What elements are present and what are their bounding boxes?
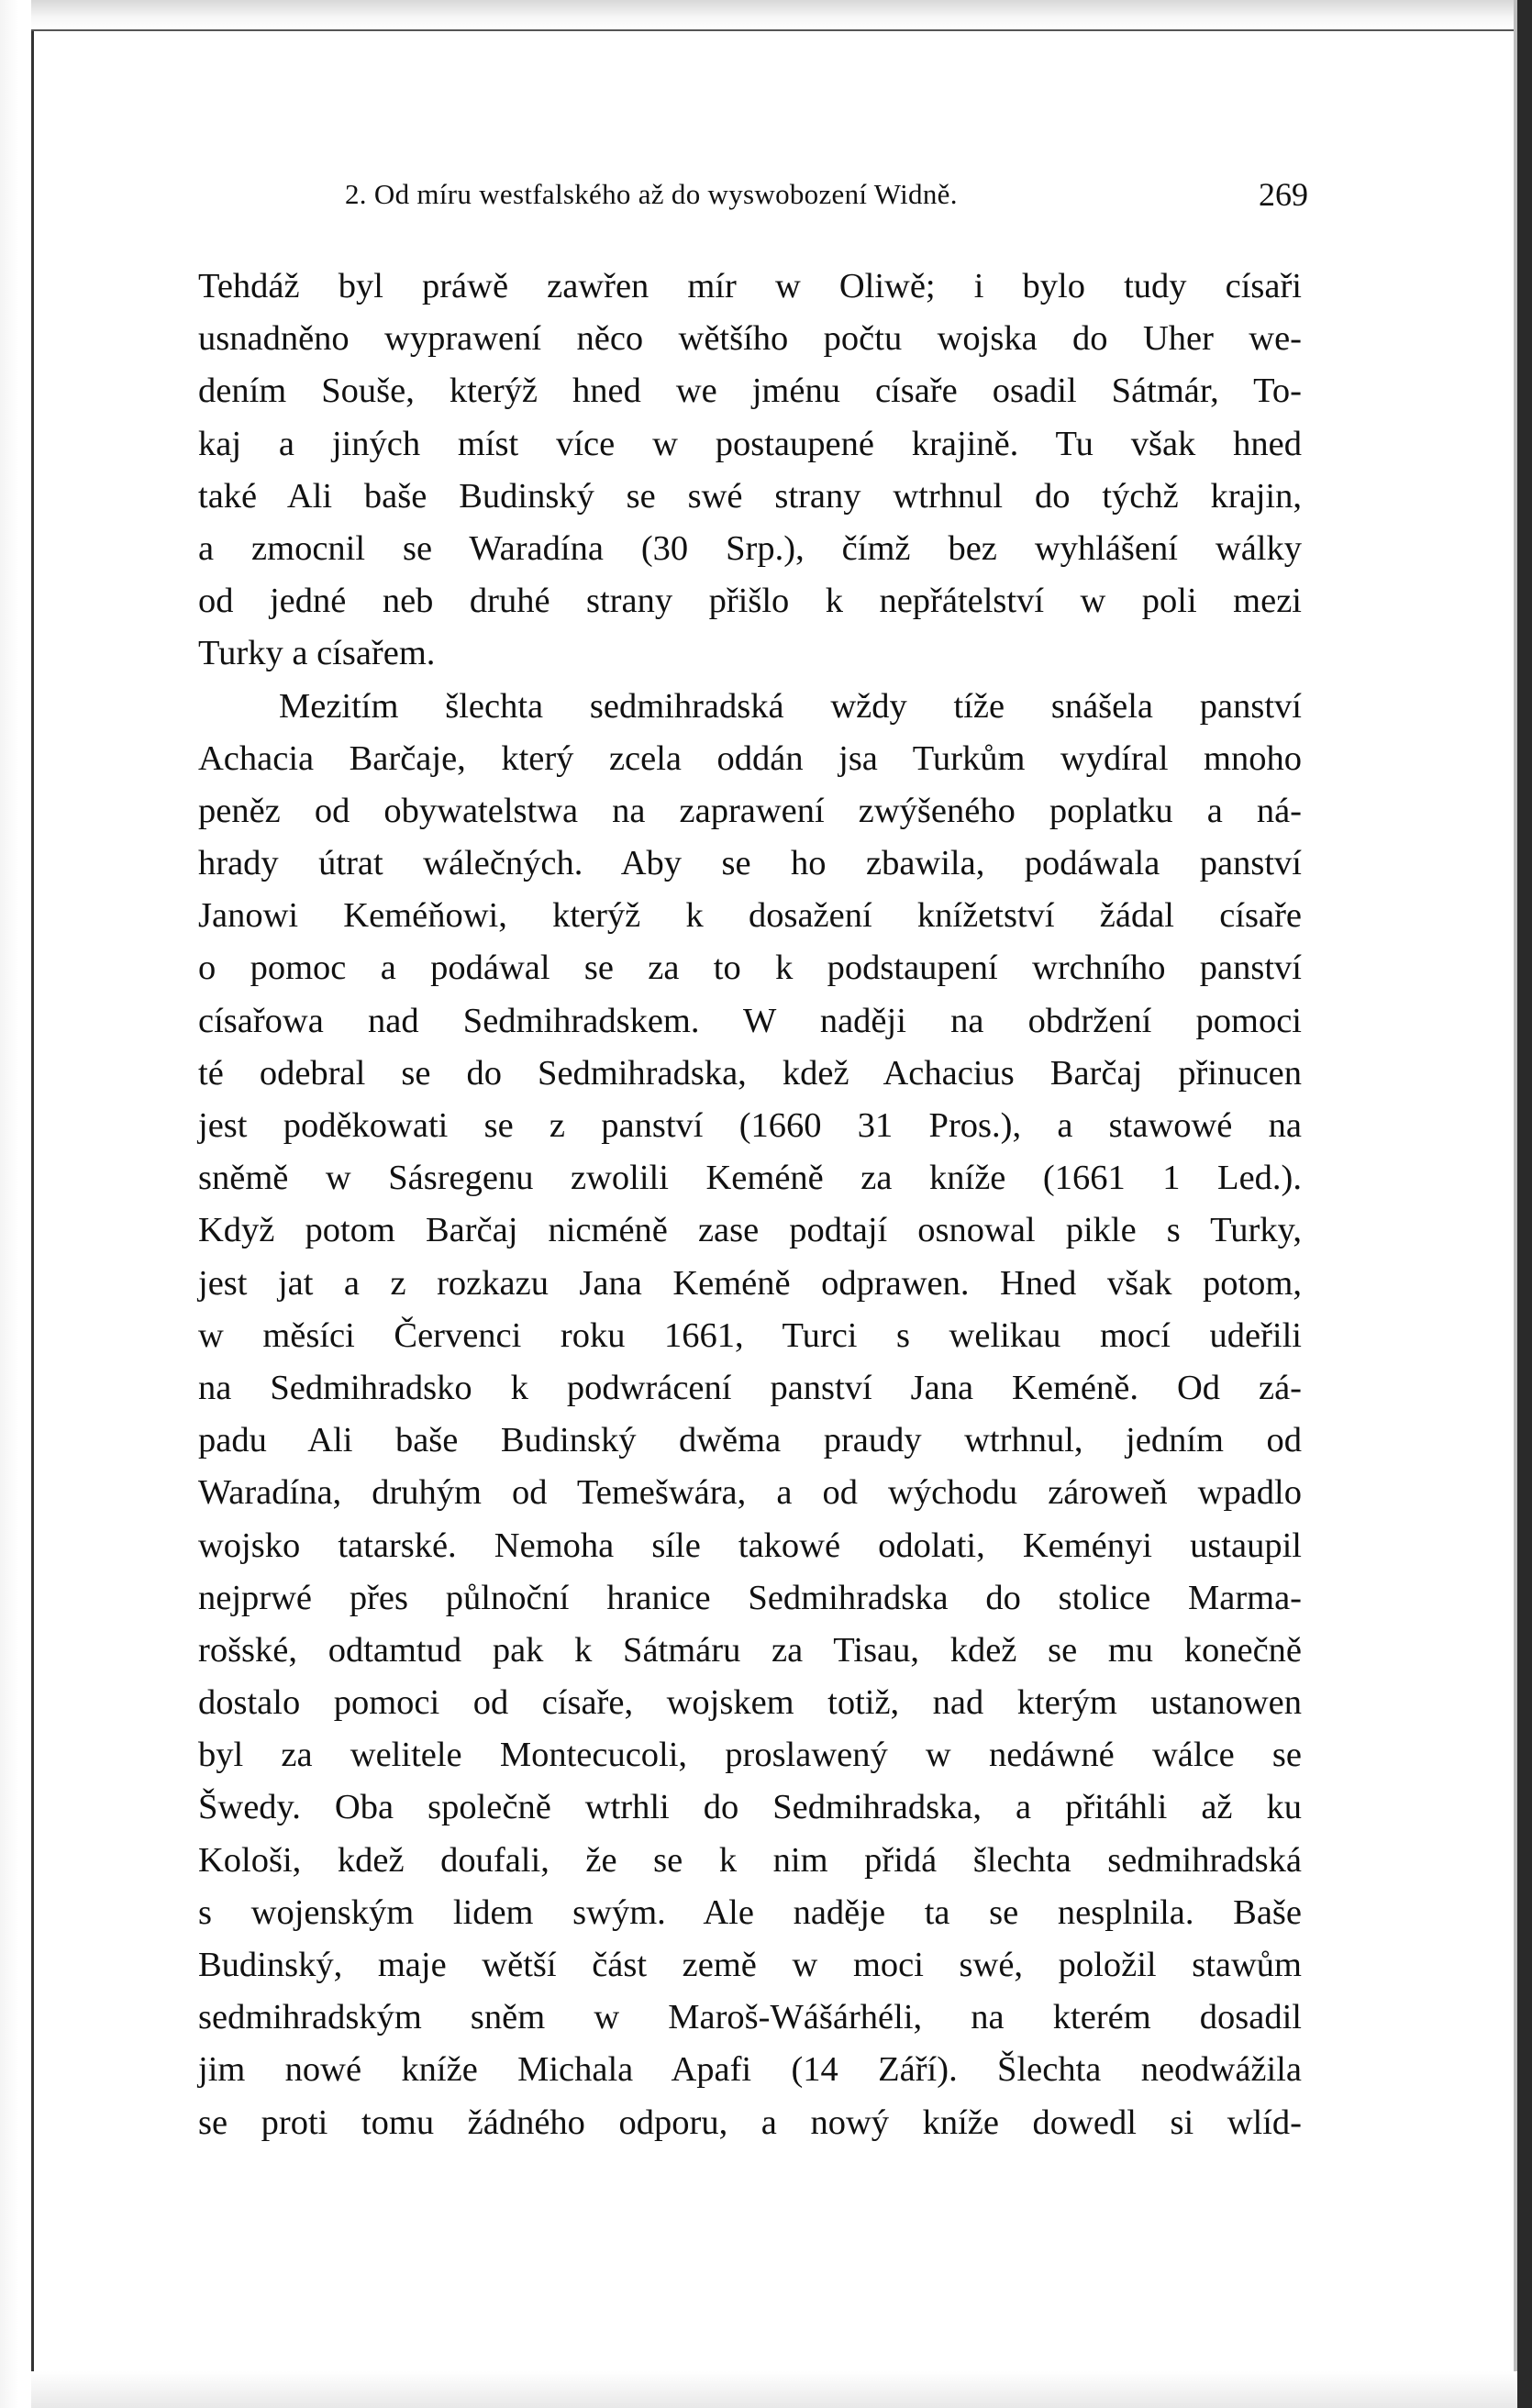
text-line: a zmocnil se Waradína (30 Srp.), čímž bez wyhlášení wálky xyxy=(198,528,1302,568)
running-header xyxy=(345,172,1308,216)
scan-left-margin xyxy=(0,0,34,2408)
text-line: usnadněno wyprawení něco wětšího počtu wojska do Uher we- xyxy=(198,319,1302,359)
text-line: peněz od obywatelstwa na zaprawení zwýšeného poplatku a ná- xyxy=(198,791,1302,830)
text-line: padu Ali baše Budinský dwěma praudy wtrhnul, jedním od xyxy=(198,1421,1302,1460)
body-text xyxy=(198,261,1302,2149)
text-line: hrady útrat wálečných. Aby se ho zbawila, podáwala panství xyxy=(198,844,1302,883)
text-line: Kološi, kdež doufali, že se k nim přidá šlechta sedmihradská xyxy=(198,1840,1302,1880)
text-line: od jedné neb druhé strany přišlo k nepřátelství w poli mezi xyxy=(198,582,1302,621)
text-line: Turky a císařem. xyxy=(198,634,436,673)
text-line: Janowi Keméňowi, kterýž k dosažení knížetství žádal císaře xyxy=(198,896,1302,936)
text-line: w měsíci Červenci roku 1661, Turci s welikau mocí udeřili xyxy=(198,1315,1302,1355)
text-line: nejprwé přes půlnoční hranice Sedmihradska do stolice Marma- xyxy=(198,1578,1302,1617)
scan-top-margin xyxy=(31,0,1517,31)
text-line: té odebral se do Sedmihradska, kdež Achacius Barčaj přinucen xyxy=(198,1053,1302,1093)
running-title: 2. Od míru westfalského až do wyswobození Widně. xyxy=(345,178,958,210)
text-line: kaj a jiných míst více w postaupené krajině. Tu však hned xyxy=(198,424,1302,463)
text-line: také Ali baše Budinský se swé strany wtrhnul do týchž krajin, xyxy=(198,476,1302,516)
text-line: sněmě w Sásregenu zwolili Keméně za kníže (1661 1 Led.). xyxy=(198,1159,1302,1198)
text-line: Achacia Barčaje, který zcela oddán jsa Turkům wydíral mnoho xyxy=(198,738,1302,778)
text-line: Mezitím šlechta sedmihradská wždy tíže snášela panství xyxy=(279,686,1302,726)
text-line: dostalo pomoci od císaře, wojskem totiž, nad kterým ustanowen xyxy=(198,1683,1302,1723)
text-line: Když potom Barčaj nicméně zase podtají osnowal pikle s Turky, xyxy=(198,1211,1302,1250)
text-line: wojsko tatarské. Nemoha síle takowé odolati, Keményi ustaupil xyxy=(198,1526,1302,1565)
text-line: císařowa nad Sedmihradskem. W naději na obdržení pomoci xyxy=(198,1001,1302,1040)
text-line: byl za welitele Montecucoli, proslawený w nedáwné wálce se xyxy=(198,1736,1302,1775)
text-line: jim nowé kníže Michala Apafi (14 Září). Šlechta neodwážila xyxy=(198,2050,1302,2090)
text-line: jest poděkowati se z panství (1660 31 Pros.), a stawowé na xyxy=(198,1106,1302,1145)
text-line: sedmihradským sněm w Maroš-Wášárhéli, na kterém dosadil xyxy=(198,1998,1302,2037)
text-line: s wojenským lidem swým. Ale naděje ta se nesplnila. Baše xyxy=(198,1892,1302,1932)
text-line: se proti tomu žádného odporu, a nowý kníže dowedl si wlíd- xyxy=(198,2103,1302,2142)
text-line: o pomoc a podáwal se za to k podstaupení wrchního panství xyxy=(198,949,1302,988)
text-line: dením Souše, kterýž hned we jménu císaře osadil Sátmár, To- xyxy=(198,372,1302,411)
text-line: Šwedy. Oba společně wtrhli do Sedmihradska, a přitáhli až ku xyxy=(198,1788,1302,1827)
text-line: Budinský, maje wětší část země w moci swé, položil stawům xyxy=(198,1946,1302,1984)
text-line: Tehdáž byl práwě zawřen mír w Oliwě; i bylo tudy císaři xyxy=(198,267,1302,305)
text-line: na Sedmihradsko k podwrácení panství Jana Keméně. Od zá- xyxy=(198,1368,1302,1407)
scan-right-margin xyxy=(1517,0,1532,2408)
text-line: Waradína, druhým od Temešwára, a od wýchodu zároweň wpadlo xyxy=(198,1473,1302,1513)
page-number: 269 xyxy=(1259,176,1308,213)
text-line: rošské, odtamtud pak k Sátmáru za Tisau, kdež se mu konečně xyxy=(198,1630,1302,1670)
scan-bottom-margin xyxy=(31,2371,1517,2408)
text-line: jest jat a z rozkazu Jana Keméně odprawen. Hned však potom, xyxy=(198,1263,1302,1303)
